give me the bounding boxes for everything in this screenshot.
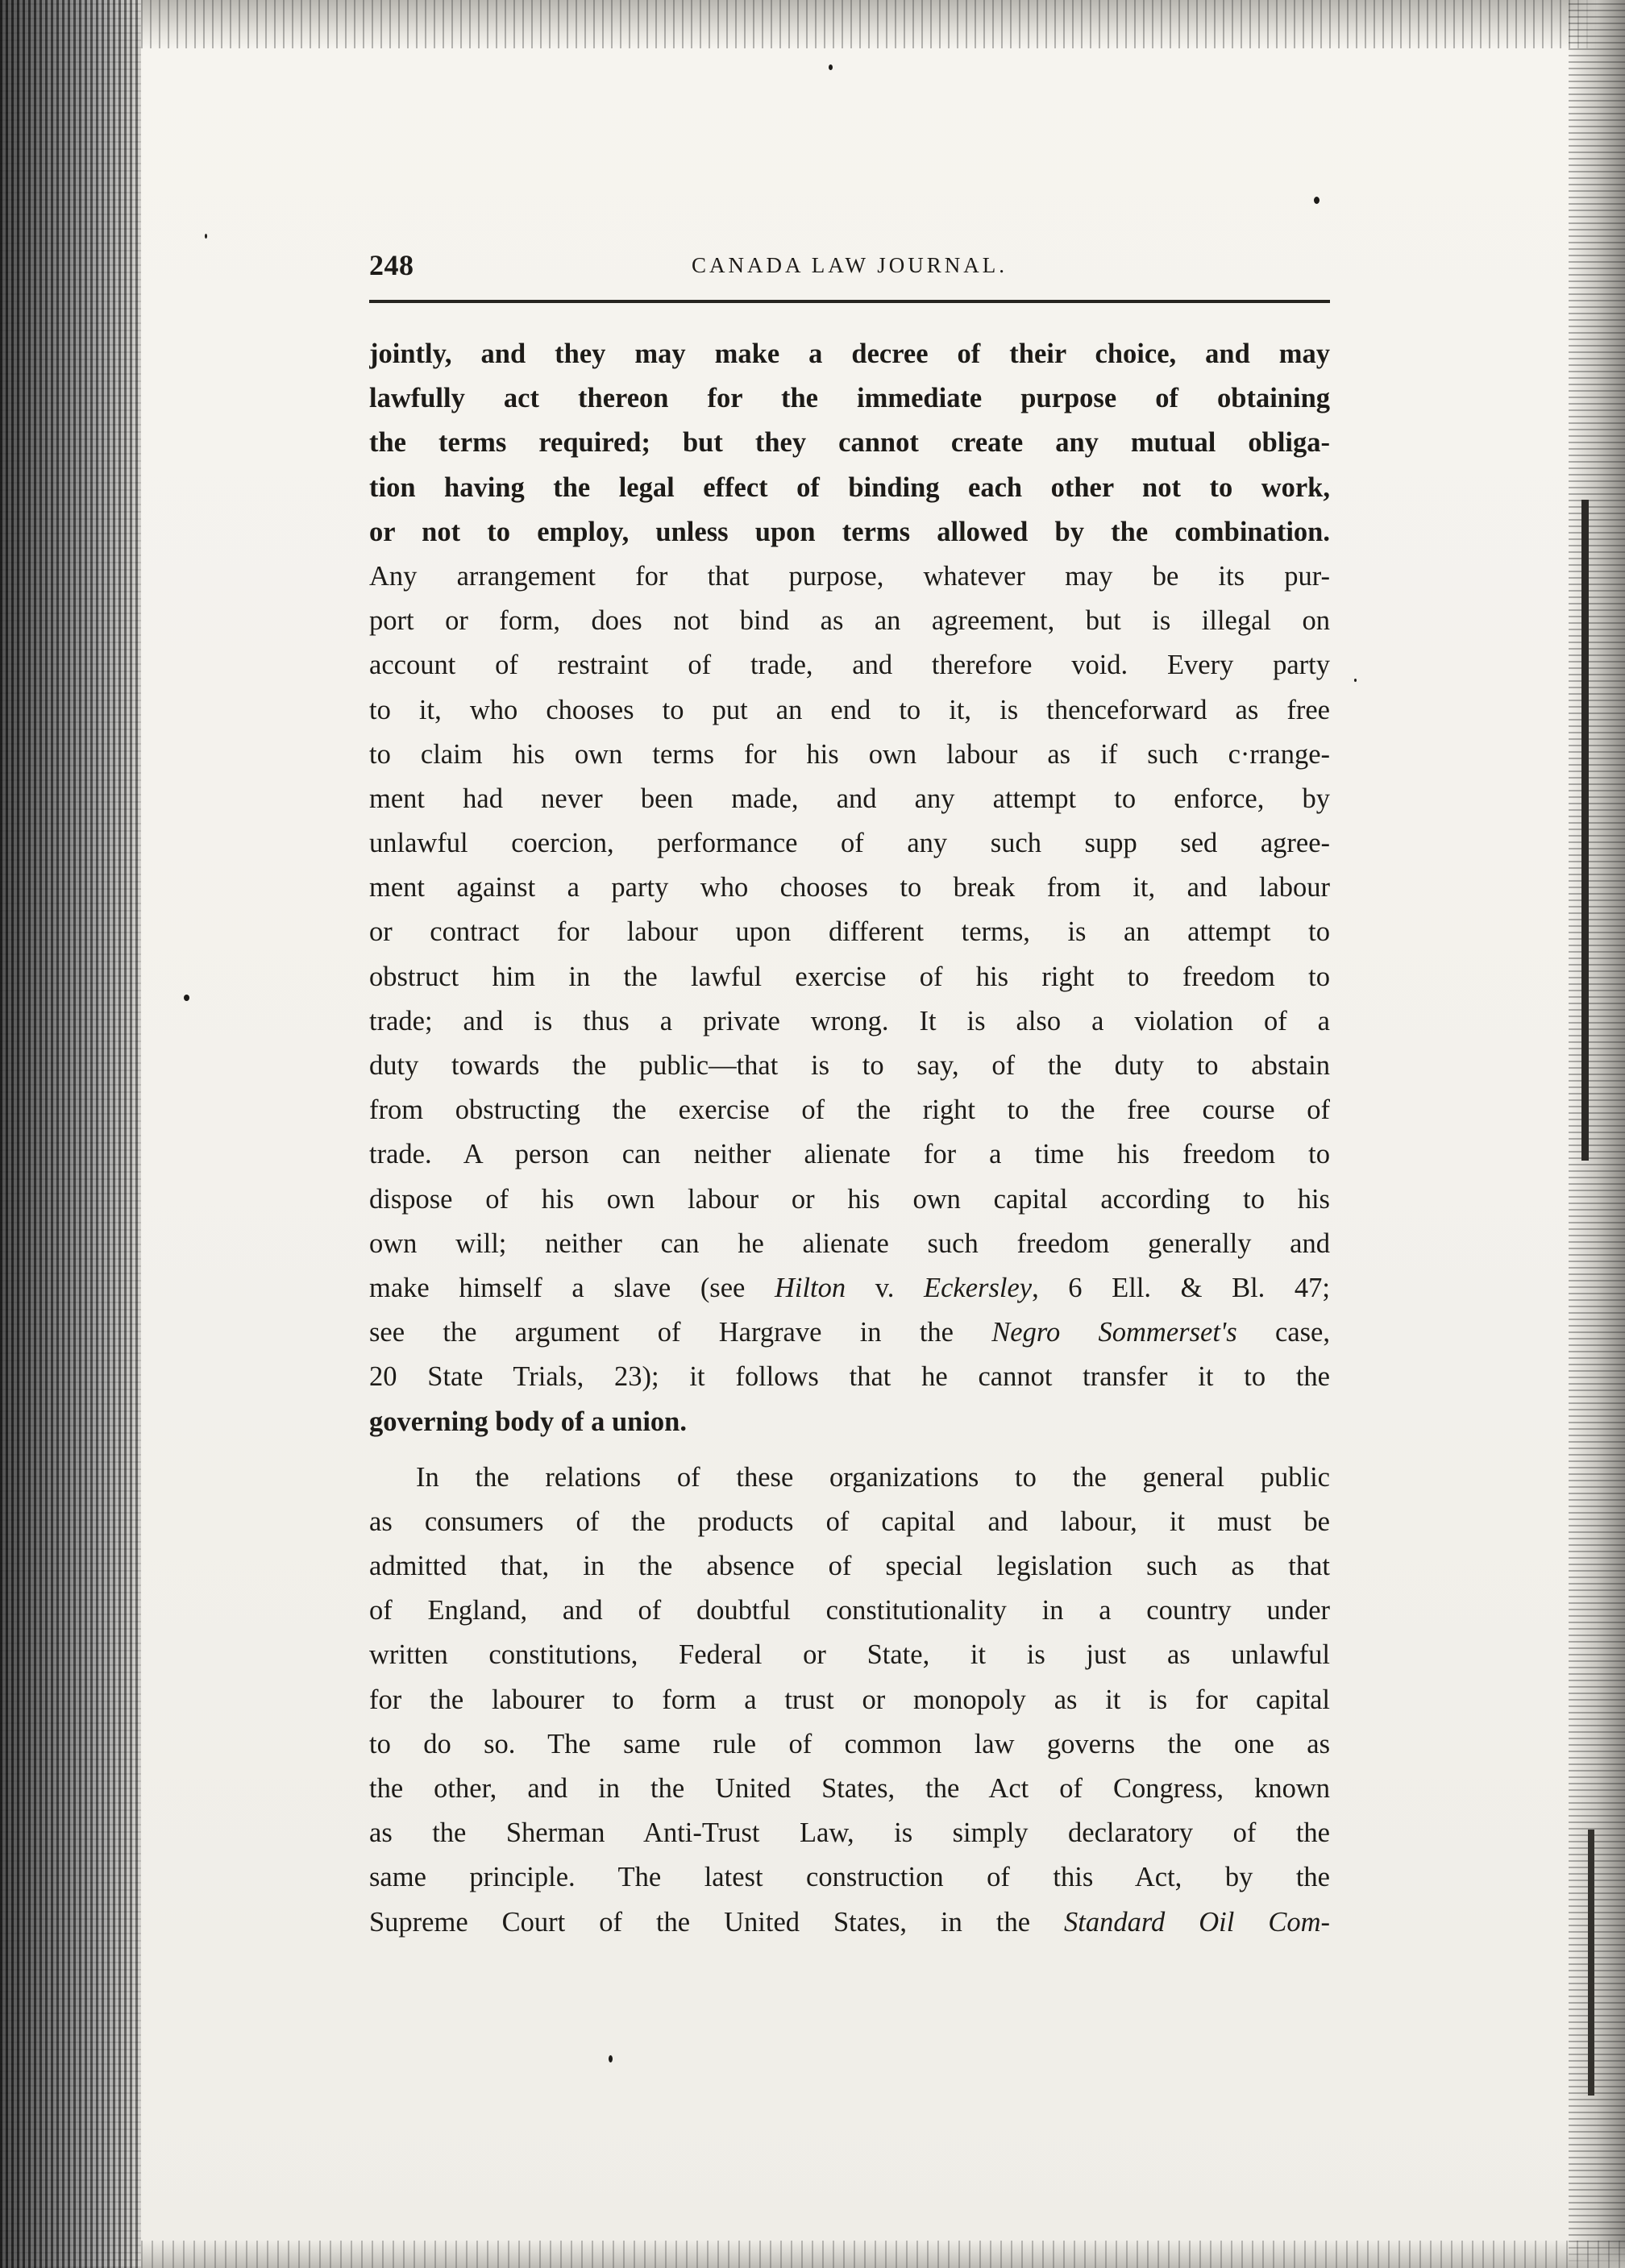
text-line: to it, who chooses to put an end to it, is thenceforward as free: [369, 694, 1330, 725]
ink-speck: [609, 2055, 613, 2062]
paragraph-2: [369, 1456, 1330, 1945]
case-name: Standard Oil Com-: [1064, 1906, 1330, 1938]
text-line-citation: [369, 1266, 1330, 1311]
text-line: admitted that, in the absence of special legislation such as that: [369, 1551, 1330, 1582]
case-name: Eckersley: [924, 1272, 1033, 1303]
text-line: governing body of a union.: [369, 1406, 687, 1437]
text-line: same principle. The latest construction of this Act, by the: [369, 1862, 1330, 1893]
text-line: jointly, and they may make a decree of their choice, and may: [369, 339, 1330, 369]
right-margin-mark: [1581, 500, 1589, 1161]
text-line: 20 State Trials, 23); it follows that he cannot transfer it to the: [369, 1361, 1330, 1393]
text-line: as the Sherman Anti-Trust Law, is simply declaratory of the: [369, 1817, 1330, 1849]
text-line: ment against a party who chooses to break from it, and labour: [369, 872, 1330, 903]
ink-speck: [205, 234, 207, 239]
text-segment: , 6 Ell. & Bl. 47;: [1032, 1272, 1330, 1303]
text-line: port or form, does not bind as an agreement, but is illegal on: [369, 605, 1330, 637]
page-number: 248: [369, 249, 414, 281]
case-name: Negro Sommerset's: [991, 1317, 1237, 1348]
text-line: for the labourer to form a trust or monopoly as it is for capital: [369, 1684, 1330, 1715]
text-line: as consumers of the products of capital and labour, it must be: [369, 1506, 1330, 1537]
text-segment: v.: [846, 1272, 924, 1303]
text-line: account of restraint of trade, and therefore void. Every party: [369, 650, 1330, 681]
text-line: the terms required; but they cannot create any mutual obliga-: [369, 427, 1330, 459]
text-line: obstruct him in the lawful exercise of his right to freedom to: [369, 961, 1330, 992]
text-line: trade. A person can neither alienate for a time his freedom to: [369, 1139, 1330, 1170]
text-line: dispose of his own labour or his own capital according to his: [369, 1183, 1330, 1215]
text-line-citation: [369, 1900, 1330, 1945]
text-line: the other, and in the United States, the Act of Congress, known: [369, 1773, 1330, 1804]
text-line: Any arrangement for that purpose, whatever may be its pur-: [369, 560, 1330, 592]
text-line: own will; neither can he alienate such freedom generally and: [369, 1227, 1330, 1259]
text-segment: make himself a slave (see: [369, 1272, 775, 1303]
text-line: written constitutions, Federal or State, it is just as unlawful: [369, 1639, 1330, 1671]
ink-speck: [184, 995, 189, 1001]
ink-speck: [829, 64, 833, 70]
text-line: to claim his own terms for his own labour as if such c·rrange-: [369, 738, 1330, 770]
paragraph-gap: [369, 1444, 1330, 1456]
journal-title: CANADA LAW JOURNAL.: [691, 253, 1008, 277]
header-rule: [369, 300, 1330, 303]
text-line: duty towards the public—that is to say, of the duty to abstain: [369, 1050, 1330, 1081]
text-line: tion having the legal effect of binding each other not to work,: [369, 471, 1330, 503]
right-margin-mark-lower: [1588, 1830, 1594, 2096]
case-name: Hilton: [774, 1272, 846, 1303]
ink-speck: [1354, 679, 1357, 682]
text-line: from obstructing the exercise of the right to the free course of: [369, 1095, 1330, 1126]
page-bottom-edge: [141, 2241, 1625, 2268]
text-line: or not to employ, unless upon terms allowed by the combination.: [369, 516, 1330, 547]
page-right-edge: [1569, 0, 1625, 2268]
text-segment: Supreme Court of the United States, in the: [369, 1906, 1065, 1938]
text-segment: case,: [1236, 1317, 1330, 1348]
paragraph-1: [369, 332, 1330, 1444]
text-line: unlawful coercion, performance of any such supp sed agree-: [369, 828, 1330, 859]
text-line-citation: [369, 1311, 1330, 1355]
body-text: [369, 332, 1330, 1945]
text-segment: see the argument of Hargrave in the: [369, 1317, 992, 1348]
page-top-edge: [141, 0, 1625, 48]
text-line: of England, and of doubtful constitutionality in a country under: [369, 1595, 1330, 1626]
text-line: ment had never been made, and any attempt to enforce, by: [369, 783, 1330, 814]
text-line: lawfully act thereon for the immediate purpose of obtaining: [369, 383, 1330, 414]
text-line: or contract for labour upon different terms, is an attempt to: [369, 916, 1330, 948]
ink-speck: [1314, 197, 1320, 204]
book-binding-edge: [0, 0, 141, 2268]
text-line: In the relations of these organizations to the general public: [416, 1461, 1330, 1493]
running-head: [369, 242, 1330, 298]
text-line: trade; and is thus a private wrong. It is also a violation of a: [369, 1005, 1330, 1036]
text-line: to do so. The same rule of common law governs the one as: [369, 1728, 1330, 1759]
